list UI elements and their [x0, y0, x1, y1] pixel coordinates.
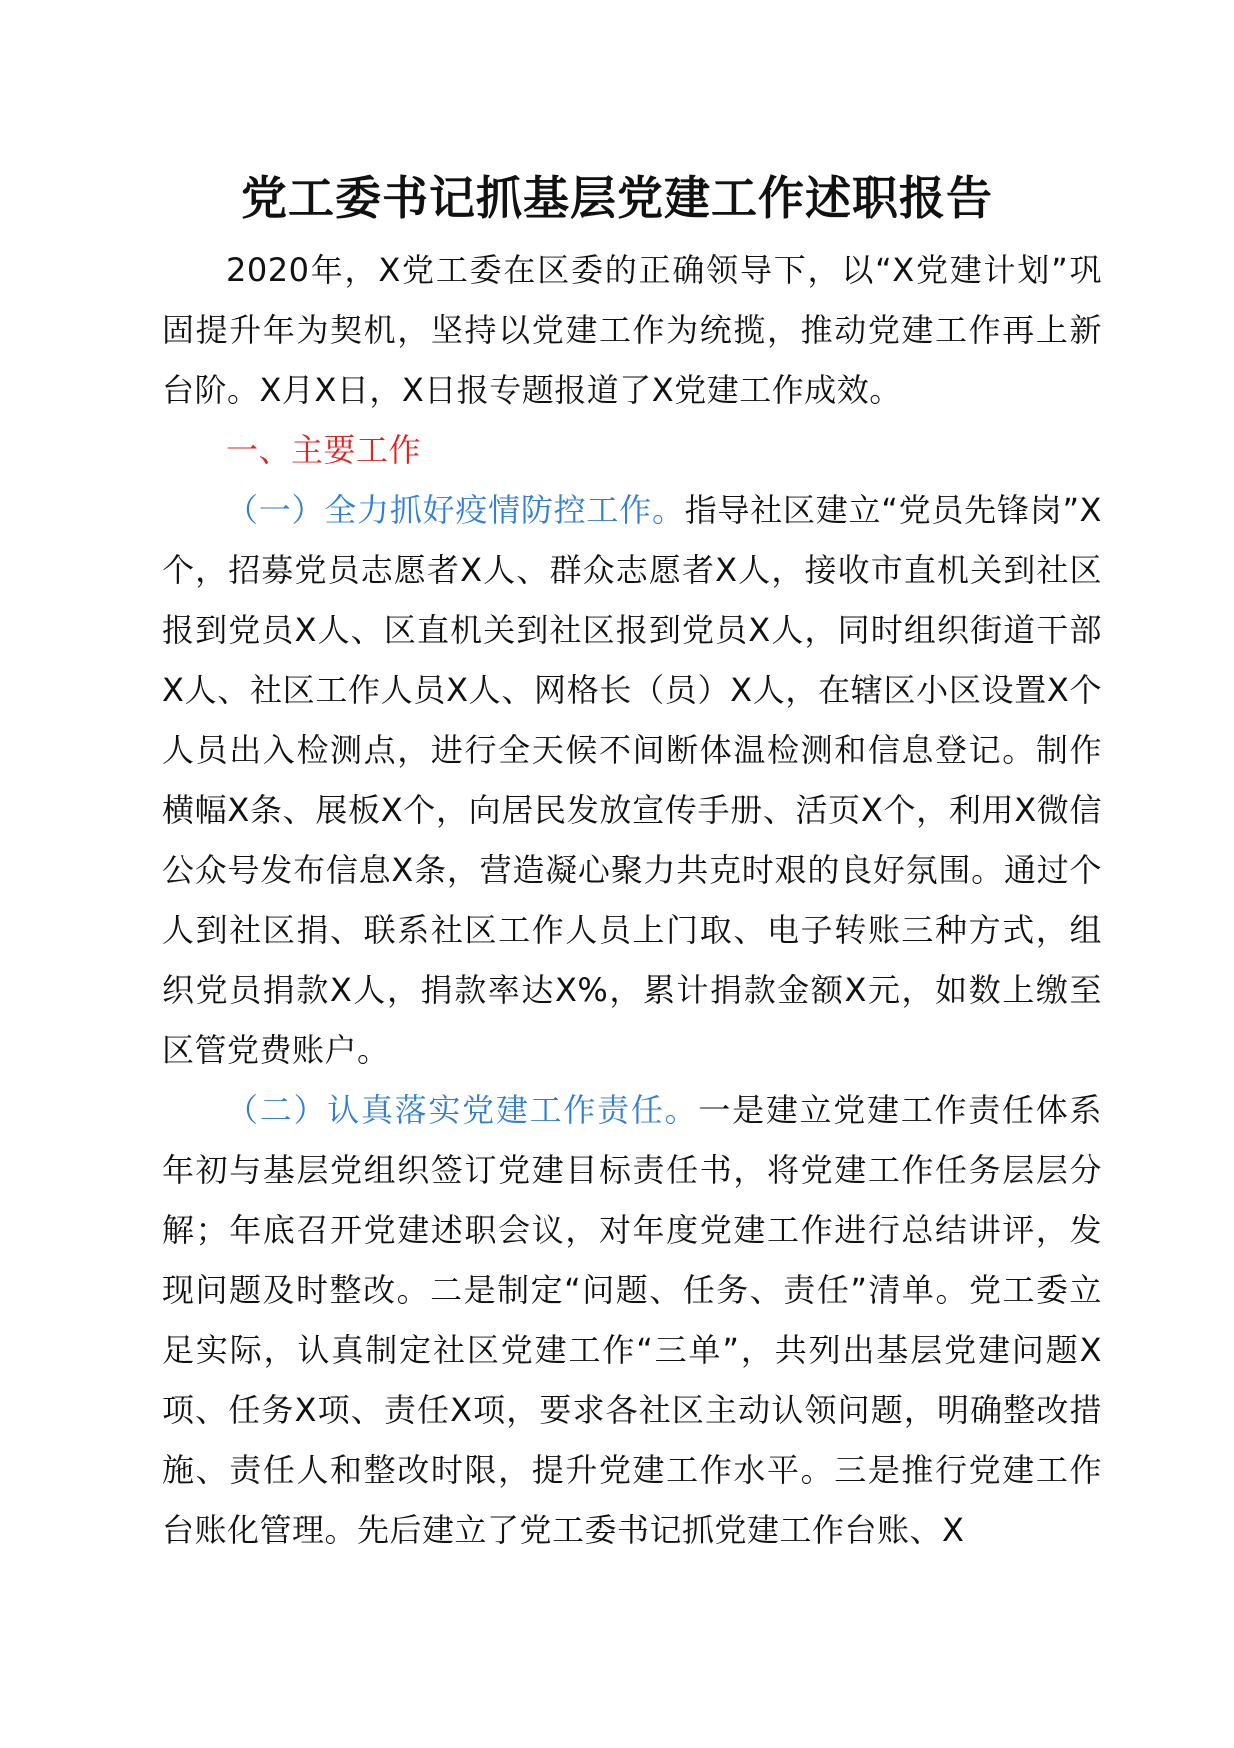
item-epidemic-prevention-label: （一）全力抓好疫情防控工作。 [226, 491, 685, 529]
item-epidemic-prevention [162, 480, 1102, 1080]
item-epidemic-prevention-text: 指导社区建立“党员先锋岗”X个，招募党员志愿者X人、群众志愿者X人，接收市直机关到社区报到党员X人、区直机关到社区报到党员X人，同时组织街道干部X人、社区工作人员X人、网格长（员）X人，在辖区小区设置X个人员出入检测点，进行全天候不间断体温检测和信息登记。制作横幅X条、展板X个，向居民发放宣传手册、活页X个，利用X微信公众号发布信息X条，营造凝心聚力共克时艰的良好氛围。通过个人到社区捐、联系社区工作人员上门取、电子转账三种方式，组织党员捐款X人，捐款率达X%，累计捐款金额X元，如数上缴至区管党费账户。 [162, 491, 1102, 1069]
item-party-responsibility-label: （二）认真落实党建工作责任。 [226, 1091, 699, 1129]
intro-paragraph: 2020年，X党工委在区委的正确领导下，以“X党建计划”巩固提升年为契机，坚持以党建工作为统揽，推动党建工作再上新台阶。X月X日，X日报专题报道了X党建工作成效。 [162, 251, 1102, 409]
document-body [162, 240, 1102, 1560]
item-party-responsibility-text: 一是建立党建工作责任体系年初与基层党组织签订党建目标责任书，将党建工作任务层层分解；年底召开党建述职会议，对年度党建工作进行总结讲评，发现问题及时整改。二是制定“问题、任务、责任”清单。党工委立足实际，认真制定社区党建工作“三单”，共列出基层党建问题X项、任务X项、责任X项，要求各社区主动认领问题，明确整改措施、责任人和整改时限，提升党建工作水平。三是推行党建工作台账化管理。先后建立了党工委书记抓党建工作台账、X [162, 1091, 1102, 1549]
item-party-responsibility [162, 1080, 1102, 1560]
document-title: 党工委书记抓基层党建工作述职报告 [241, 171, 993, 225]
section-heading-main-work: 一、主要工作 [226, 431, 422, 469]
